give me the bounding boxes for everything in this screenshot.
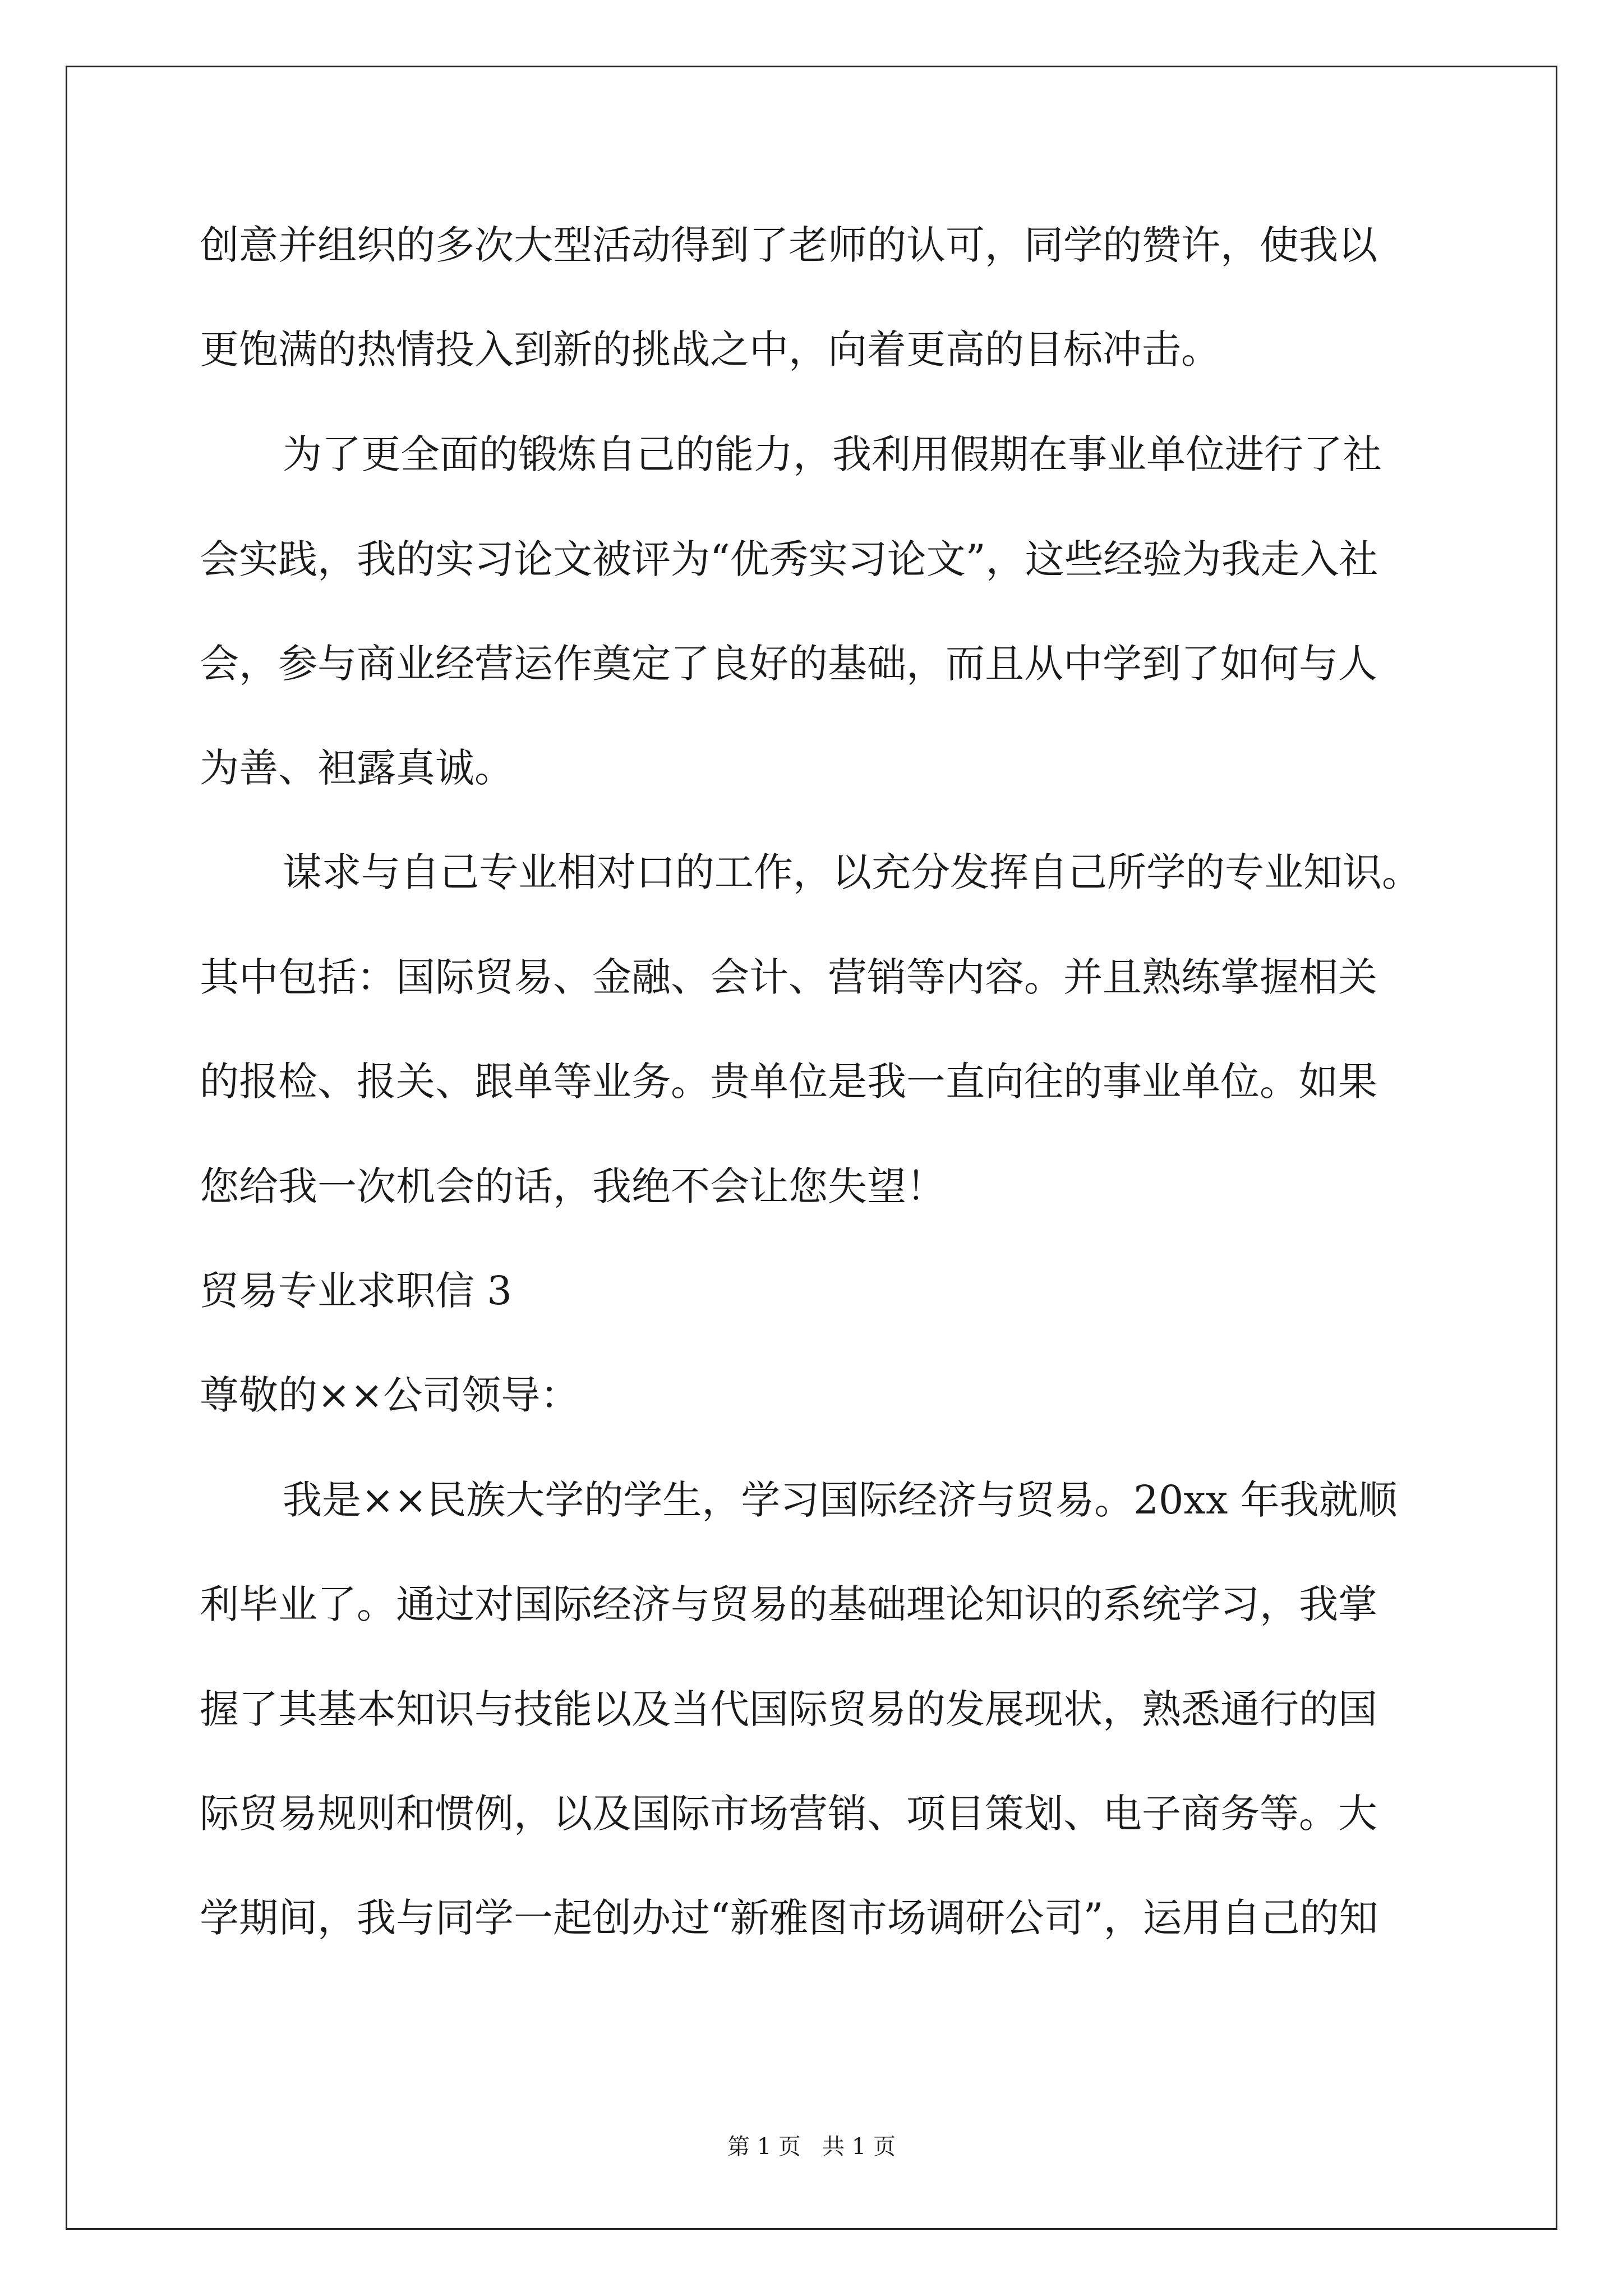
paragraph-start-line: 我是××民族大学的学生，学习国际经济与贸易。20xx 年我就顺	[283, 1477, 1398, 1523]
salutation: 尊敬的××公司领导：	[200, 1372, 580, 1418]
paragraph-start-line: 谋求与自己专业相对口的工作，以充分发挥自己所学的专业知识。	[283, 849, 1421, 895]
body-line: 为善、袒露真诚。	[200, 745, 514, 791]
body-line: 创意并组织的多次大型活动得到了老师的认可，同学的赞许，使我以	[200, 222, 1377, 268]
body-line: 利毕业了。通过对国际经济与贸易的基础理论知识的系统学习，我掌	[200, 1581, 1377, 1627]
body-line: 其中包括：国际贸易、金融、会计、营销等内容。并且熟练掌握相关	[200, 954, 1377, 1000]
section-heading: 贸易专业求职信 3	[200, 1268, 512, 1314]
body-line: 的报检、报关、跟单等业务。贵单位是我一直向往的事业单位。如果	[200, 1059, 1377, 1105]
body-line: 际贸易规则和惯例，以及国际市场营销、项目策划、电子商务等。大	[200, 1791, 1377, 1837]
body-line: 更饱满的热情投入到新的挑战之中，向着更高的目标冲击。	[200, 326, 1220, 372]
body-line: 学期间，我与同学一起创办过“新雅图市场调研公司”，运用自己的知	[200, 1895, 1378, 1941]
body-line: 会，参与商业经营运作奠定了良好的基础，而且从中学到了如何与人	[200, 641, 1377, 687]
body-line: 会实践，我的实习论文被评为“优秀实习论文”，这些经验为我走入社	[200, 536, 1378, 582]
body-line: 您给我一次机会的话，我绝不会让您失望！	[200, 1163, 946, 1209]
paragraph-start-line: 为了更全面的锻炼自己的能力，我利用假期在事业单位进行了社	[283, 431, 1382, 477]
body-line: 握了其基本知识与技能以及当代国际贸易的发展现状，熟悉通行的国	[200, 1686, 1377, 1732]
page-footer: 第 1 页 共 1 页	[727, 2134, 896, 2160]
